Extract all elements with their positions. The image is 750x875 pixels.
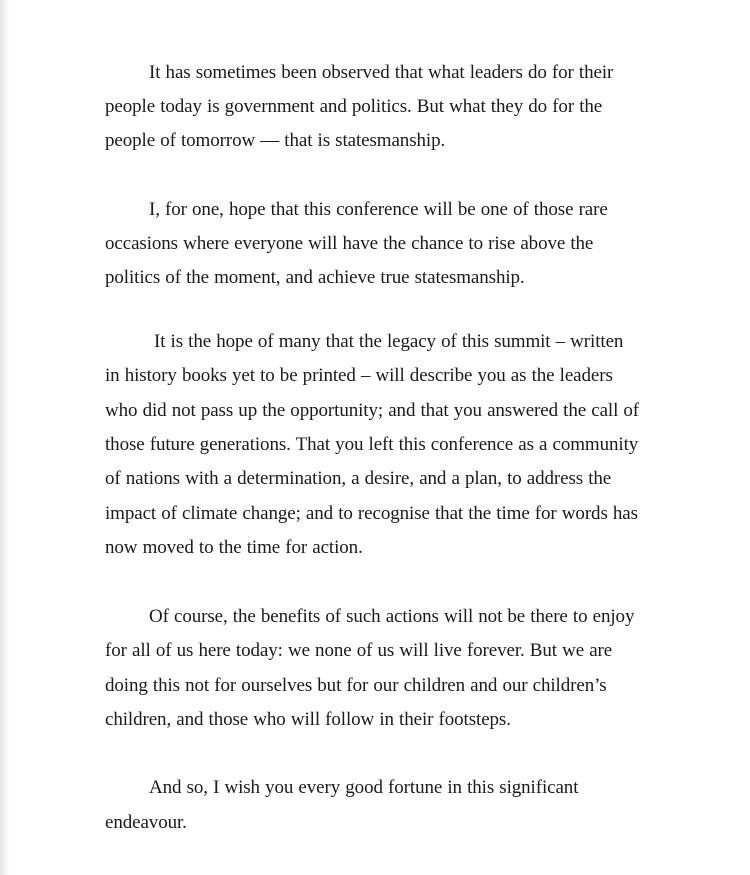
paragraph-line: politics of the moment, and achieve true statesmanship.	[105, 267, 525, 288]
paragraph-line: impact of climate change; and to recognise that the time for words has	[105, 503, 638, 524]
paragraph-line: people of tomorrow — that is statesmanship.	[105, 130, 446, 151]
paragraph-line: for all of us here today: we none of us will live forever. But we are	[105, 640, 613, 661]
paragraph-line: Of course, the benefits of such actions will not be there to enjoy	[149, 606, 635, 627]
paragraph-line: It is the hope of many that the legacy of this summit – written	[154, 331, 624, 352]
paragraph-line: who did not pass up the opportunity; and that you answered the call of	[105, 400, 640, 421]
paragraph-line: in history books yet to be printed – will describe you as the leaders	[105, 365, 613, 386]
paragraph-line: endeavour.	[105, 812, 187, 833]
page-edge-shadow	[0, 0, 10, 875]
paragraph-line: those future generations. That you left this conference as a community	[105, 434, 639, 455]
paragraph-line: people today is government and politics. But what they do for the	[105, 96, 603, 117]
document-page	[10, 0, 750, 875]
paragraph-line: now moved to the time for action.	[105, 537, 363, 558]
paragraph-line: doing this not for ourselves but for our children and our children’s	[105, 675, 607, 696]
paragraph-line: It has sometimes been observed that what leaders do for their	[149, 62, 614, 83]
paragraph-line: And so, I wish you every good fortune in this significant	[149, 777, 579, 798]
paragraph-line: I, for one, hope that this conference will be one of those rare	[149, 199, 608, 220]
paragraph-line: children, and those who will follow in their footsteps.	[105, 709, 511, 730]
paragraph-line: of nations with a determination, a desire, and a plan, to address the	[105, 468, 612, 489]
paragraph-line: occasions where everyone will have the chance to rise above the	[105, 233, 594, 254]
